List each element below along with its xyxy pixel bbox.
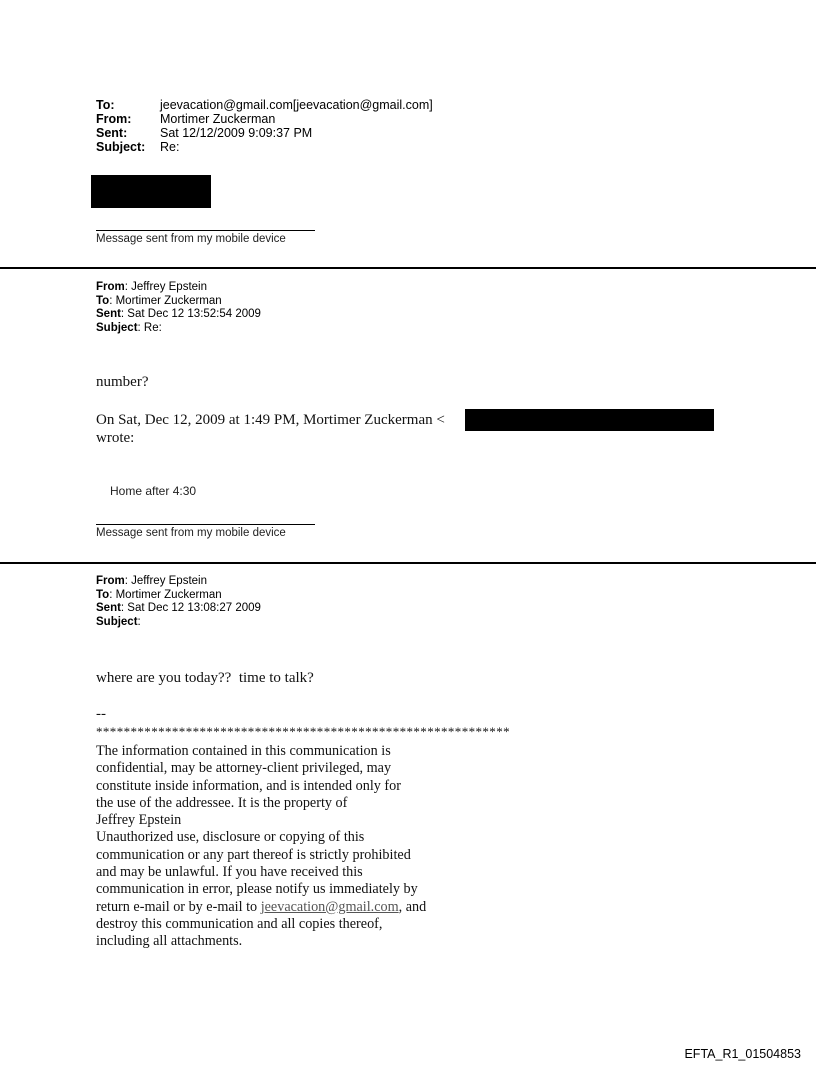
email2-quote-intro: On Sat, Dec 12, 2009 at 1:49 PM, Mortimer Zuckerman < bbox=[96, 412, 445, 428]
disclaimer-line: the use of the addressee. It is the property of bbox=[96, 794, 348, 811]
email2-subject-row bbox=[96, 322, 261, 336]
redaction-block bbox=[465, 409, 714, 431]
email2-quoted-text: Home after 4:30 bbox=[110, 484, 197, 498]
email3-to-value: : Mortimer Zuckerman bbox=[109, 588, 222, 601]
email3-from-row bbox=[96, 575, 261, 589]
email2-quote-wrote: wrote: bbox=[96, 430, 135, 446]
email1-header bbox=[96, 98, 433, 154]
email2-to-row bbox=[96, 295, 261, 309]
disclaimer-line: and may be unlawful. If you have received this bbox=[96, 864, 363, 881]
email3-from-value: : Jeffrey Epstein bbox=[124, 575, 207, 587]
email3-sent-value: : Sat Dec 12 13:08:27 2009 bbox=[120, 602, 261, 614]
email1-from-row bbox=[96, 112, 433, 126]
email3-stars: ************************************************************ bbox=[96, 724, 510, 739]
email3-body: where are you today?? time to talk? bbox=[96, 670, 314, 686]
redaction-block bbox=[91, 175, 211, 208]
disclaimer-return-pre: return e-mail or by e-mail to bbox=[96, 898, 261, 915]
document-id-footer: EFTA_R1_01504853 bbox=[684, 1047, 801, 1061]
email-separator bbox=[0, 562, 816, 564]
email3-subject-label: Subject bbox=[96, 615, 138, 628]
email1-from-value: Mortimer Zuckerman bbox=[160, 112, 276, 126]
disclaimer-line: communication in error, please notify us immediately by bbox=[96, 881, 418, 898]
email2-to-label: To bbox=[96, 294, 110, 307]
email1-sent-label: Sent: bbox=[96, 126, 128, 140]
disclaimer-return-post: , and bbox=[398, 898, 427, 915]
email3-sent-row bbox=[96, 602, 261, 616]
email2-from-value: : Jeffrey Epstein bbox=[124, 281, 207, 293]
email2-subject-value: : Re: bbox=[137, 321, 162, 334]
email2-subject-label: Subject bbox=[96, 321, 138, 334]
signature-divider bbox=[96, 230, 315, 231]
email3-subject-value: : bbox=[137, 615, 141, 628]
disclaimer-line: destroy this communication and all copies thereof, bbox=[96, 915, 383, 932]
email2-header bbox=[96, 281, 261, 335]
email1-subject-value: Re: bbox=[160, 140, 180, 154]
email2-sent-label: Sent bbox=[96, 308, 121, 320]
disclaimer-line: communication or any part thereof is strictly prohibited bbox=[96, 846, 411, 863]
email1-subject-label: Subject: bbox=[96, 140, 146, 154]
email-separator bbox=[0, 267, 816, 269]
email3-to-label: To bbox=[96, 588, 110, 601]
email3-header bbox=[96, 575, 261, 629]
signature-divider bbox=[96, 524, 315, 525]
email1-to-row bbox=[96, 98, 433, 112]
email1-sent-value: Sat 12/12/2009 9:09:37 PM bbox=[160, 126, 313, 140]
email2-sent-row bbox=[96, 308, 261, 322]
email1-subject-row bbox=[96, 140, 433, 154]
email1-from-label: From: bbox=[96, 112, 132, 126]
disclaimer-line: including all attachments. bbox=[96, 933, 243, 950]
email3-from-label: From bbox=[96, 575, 125, 587]
email3-subject-row bbox=[96, 616, 261, 630]
confidentiality-disclaimer bbox=[96, 743, 576, 951]
email3-to-row bbox=[96, 589, 261, 603]
disclaimer-line: confidential, may be attorney-client privileged, may bbox=[96, 760, 392, 777]
email2-sent-value: : Sat Dec 12 13:52:54 2009 bbox=[120, 308, 261, 320]
email2-to-value: : Mortimer Zuckerman bbox=[109, 294, 222, 307]
email1-sent-row bbox=[96, 126, 433, 140]
disclaimer-line: The information contained in this communication is bbox=[96, 743, 391, 759]
email2-from-row bbox=[96, 281, 261, 295]
email2-from-label: From bbox=[96, 281, 125, 293]
email3-sig-dashes: -- bbox=[96, 706, 106, 722]
email2-body: number? bbox=[96, 374, 149, 390]
disclaimer-line: constitute inside information, and is intended only for bbox=[96, 777, 401, 794]
email1-signature: Message sent from my mobile device bbox=[96, 233, 286, 245]
disclaimer-return-line bbox=[96, 899, 576, 916]
email1-to-label: To: bbox=[96, 98, 115, 112]
disclaimer-line: Jeffrey Epstein bbox=[96, 812, 182, 829]
email2-signature: Message sent from my mobile device bbox=[96, 527, 286, 539]
email3-sent-label: Sent bbox=[96, 602, 121, 614]
disclaimer-line: Unauthorized use, disclosure or copying of this bbox=[96, 829, 365, 846]
email-link[interactable]: jeevacation@gmail.com bbox=[260, 898, 399, 915]
email1-to-value: jeevacation@gmail.com[jeevacation@gmail.com] bbox=[160, 98, 433, 112]
